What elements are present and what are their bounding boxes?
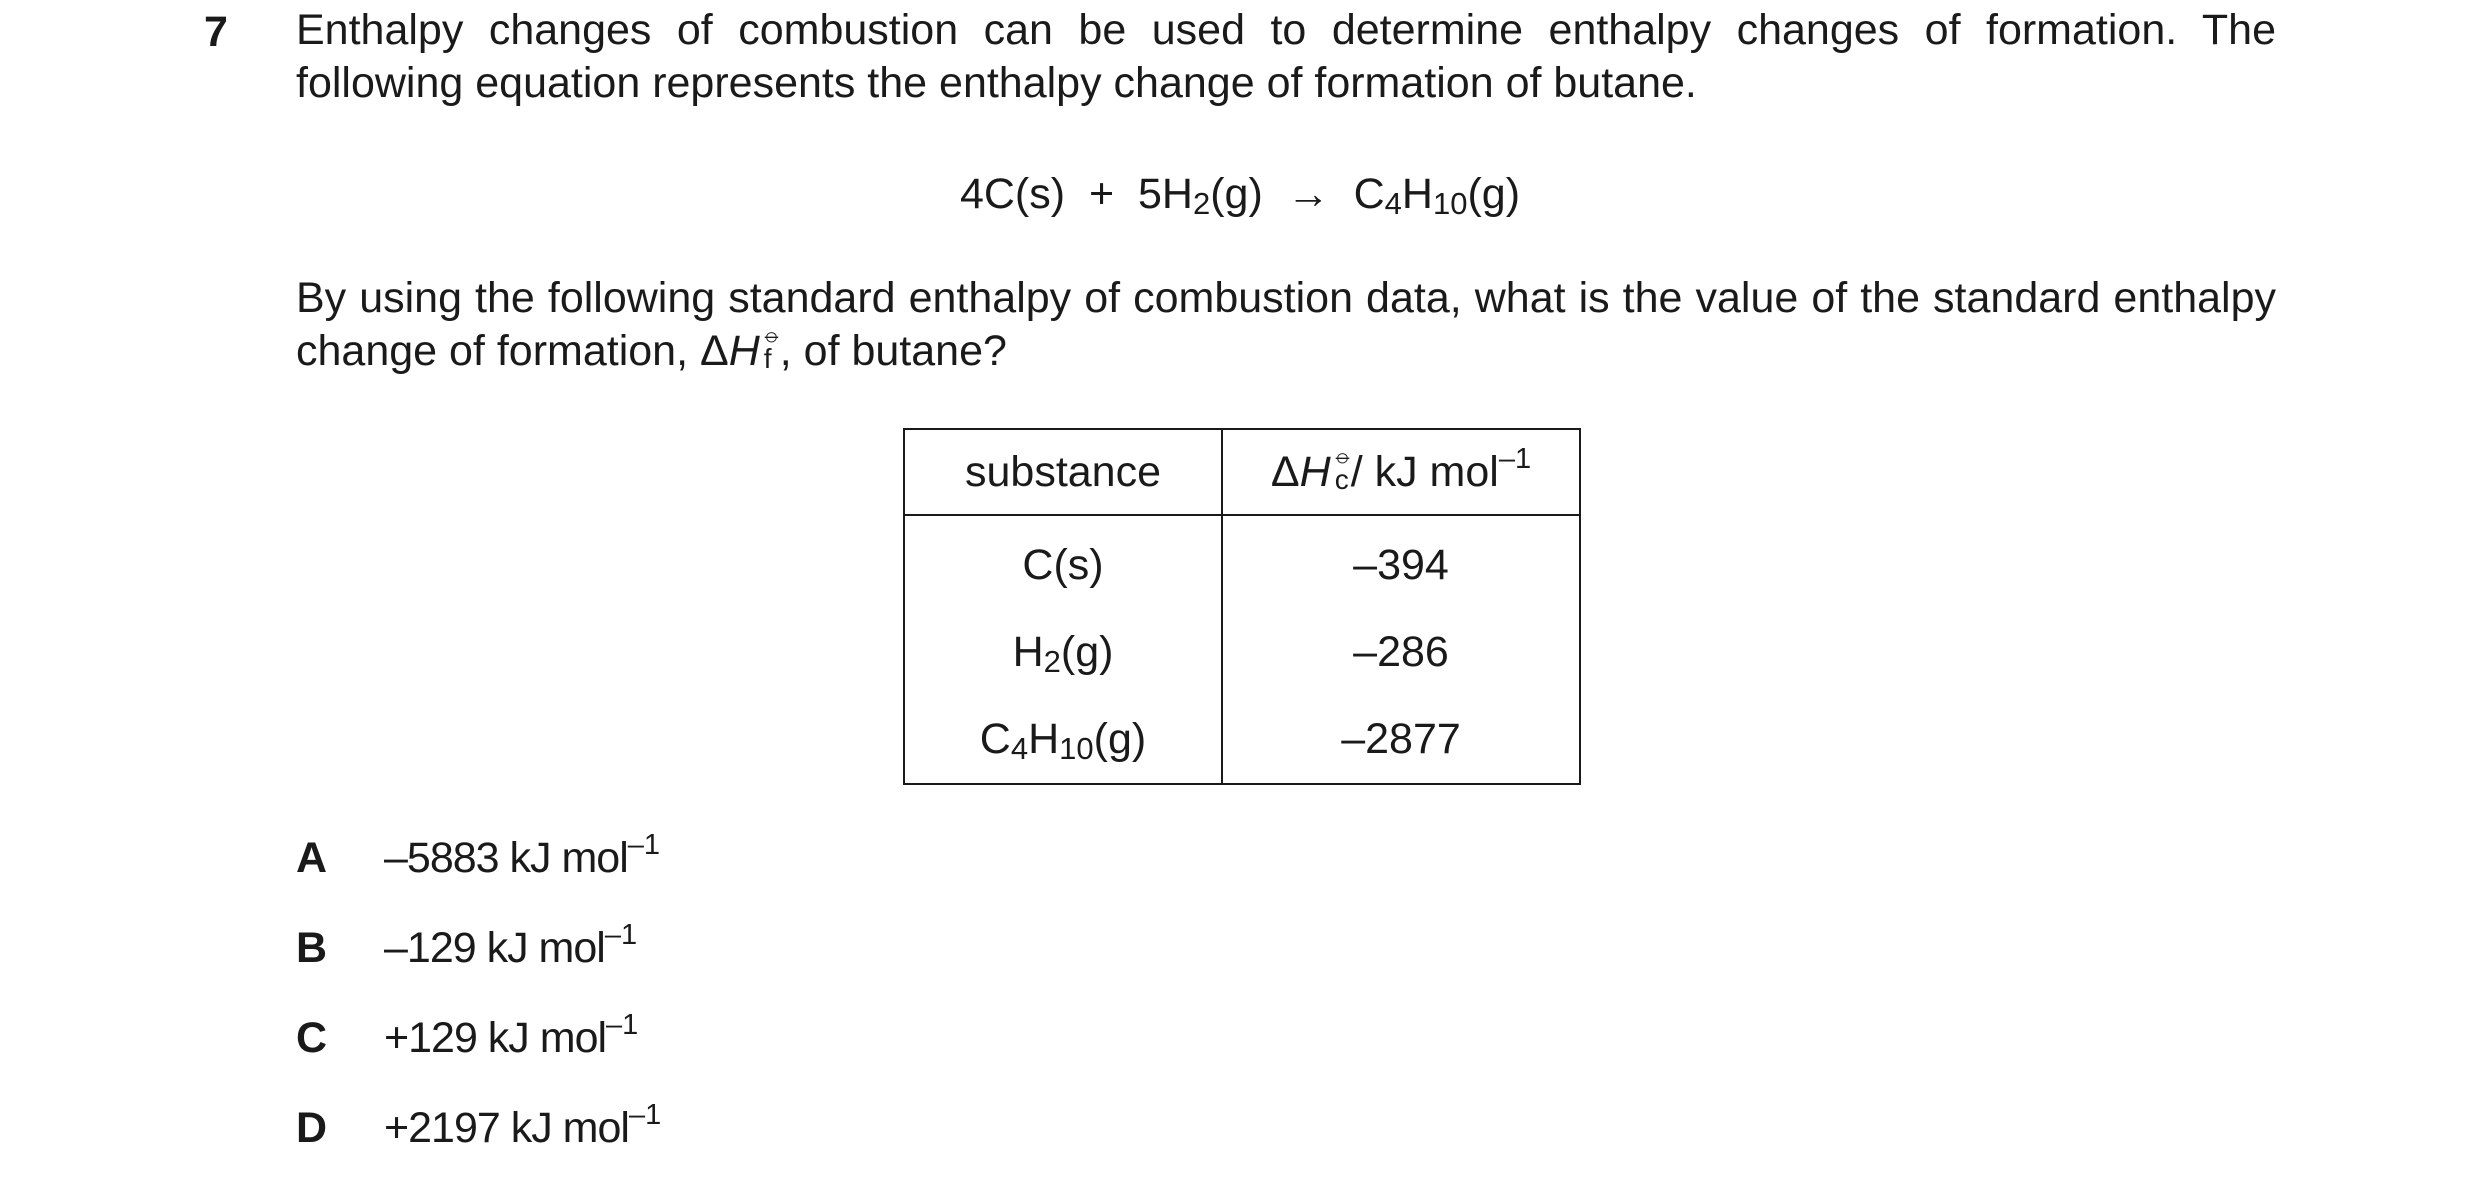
option-letter: B (296, 924, 328, 972)
equation-plus: + (1088, 170, 1115, 218)
equation-arrow: → (1286, 170, 1330, 218)
option-unit-exponent: –1 (606, 1009, 639, 1041)
option-c[interactable] (296, 1008, 996, 1068)
question-intro: Enthalpy changes of combustion can be used to determine enthalpy changes of formation. The following equation represents the enthalpy change of formation of butane. (296, 6, 2276, 107)
enthalpy-value-cell: –286 (1353, 628, 1449, 676)
option-value: +2197 kJ mol (384, 1104, 629, 1152)
option-value: +129 kJ mol (384, 1014, 607, 1062)
table-row (904, 609, 1580, 696)
equation-reactant-carbon: 4C(s) (959, 170, 1066, 218)
option-unit-exponent: –1 (627, 829, 661, 861)
enthalpy-value-cell: –2877 (1341, 715, 1461, 763)
header-substance: substance (904, 429, 1222, 515)
enthalpy-value-cell: –394 (1353, 541, 1449, 589)
option-letter: A (296, 834, 328, 882)
option-value: –129 kJ mol (384, 924, 605, 972)
equation-reactant-hydrogen: 5H2(g) (1138, 170, 1263, 221)
question-number: 7 (204, 8, 228, 56)
substance-cell: H2(g) (904, 609, 1222, 696)
table-row (904, 696, 1580, 784)
option-b[interactable] (296, 918, 996, 978)
option-value: –5883 kJ mol (384, 834, 628, 882)
option-d[interactable] (296, 1098, 996, 1158)
table-row (904, 515, 1580, 609)
option-unit-exponent: –1 (604, 919, 638, 951)
delta-hf-symbol: ΔH ⦵ f (699, 321, 782, 375)
table-header-row (904, 429, 1580, 515)
option-unit-exponent: –1 (628, 1099, 662, 1131)
option-a[interactable] (296, 828, 996, 888)
header-enthalpy-combustion: ΔH ⦵ c / kJ mol$^{-1}$ (1222, 429, 1580, 515)
option-letter: C (296, 1014, 328, 1062)
question-prompt (296, 272, 2276, 378)
prompt-text-part2: , of butane? (779, 327, 1007, 375)
substance-cell: C(s) (904, 515, 1222, 609)
prompt-text-part1: By using the following standard enthalpy of combustion data, what is the value of the standard enthalpy change of formation, (296, 274, 2276, 375)
combustion-data-table (903, 428, 1581, 785)
substance-cell: C4H10(g) (904, 696, 1222, 784)
equation-product-butane: C4H10(g) (1353, 170, 1521, 221)
formation-equation (0, 164, 2480, 224)
option-letter: D (296, 1104, 328, 1152)
